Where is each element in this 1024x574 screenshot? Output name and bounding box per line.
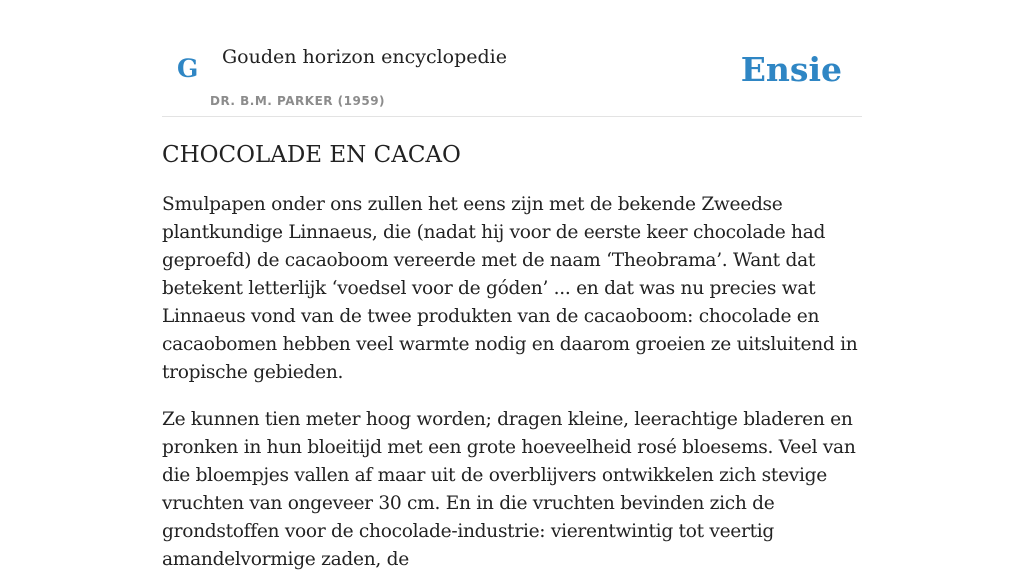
article-content bbox=[162, 138, 862, 574]
book-title-link[interactable]: Gouden horizon encyclopedie bbox=[222, 46, 507, 68]
book-author: DR. B.M. PARKER (1959) bbox=[210, 94, 386, 108]
book-header bbox=[162, 0, 862, 117]
article-paragraph: Smulpapen onder ons zullen het eens zijn met de bekende Zweedse plantkundige Linnaeus, die (nadat hij voor de eerste keer chocolade had geproefd) de cacaoboom vereerde met de naam ‘Theobrama’. Want dat betekent letterlijk ‘voedsel voor de góden’ ... en dat was nu precies wat Linnaeus vond van de twee produkten van de cacaoboom: chocolade en cacaobomen hebben veel warmte nodig en daarom groeien ze uitsluitend in tropische gebieden. bbox=[162, 194, 858, 383]
article-paragraph: Ze kunnen tien meter hoog worden; dragen kleine, leerachtige bladeren en pronken in hun bloeitijd met een grote hoeveelheid rosé bloesems. Veel van die bloempjes vallen af maar uit de overblijvers ontwikkelen zich stevige vruchten van ongeveer 30 cm. En in die vruchten bevinden zich de grondstoffen voor de chocolade-industrie: vierentwintig tot veertig amandelvormige zaden, de bbox=[162, 409, 856, 570]
book-logo-letter[interactable]: G bbox=[177, 54, 199, 83]
article-title: CHOCOLADE EN CACAO bbox=[162, 142, 461, 168]
ensie-logo-link[interactable]: Ensie bbox=[740, 50, 842, 89]
